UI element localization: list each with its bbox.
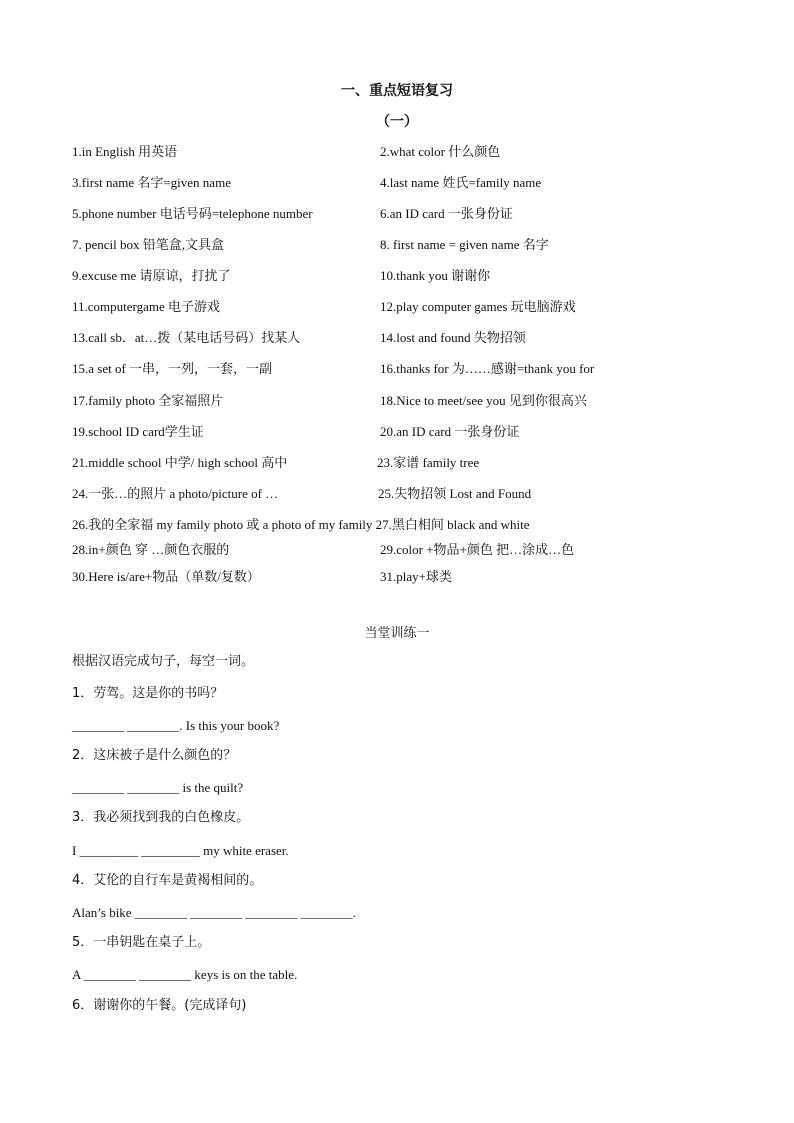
exercise-question: 2．这床被子是什么颜色的？ xyxy=(72,748,237,763)
phrase-item: 13.call sb．at…拨（某电话号码）找某人 xyxy=(72,330,301,345)
exercise-answer-line: ________ ________. Is this your book? xyxy=(72,718,280,733)
phrase-item: 10.thank you 谢谢你 xyxy=(380,268,491,283)
phrase-item: 9.excuse me 请原谅，打扰了 xyxy=(72,268,231,283)
exercise-question: 1．劳驾。这是你的书吗？ xyxy=(72,686,224,701)
phrase-item: 8. first name = given name 名字 xyxy=(380,237,549,252)
phrase-item: 7. pencil box 铅笔盒,文具盒 xyxy=(72,237,225,252)
exercise-question: 6．谢谢你的午餐。(完成译句) xyxy=(72,998,247,1013)
phrase-item: 1.in English 用英语 xyxy=(72,144,178,159)
exercise-answer-line: ________ ________ is the quilt? xyxy=(72,780,244,795)
phrase-item: 24.一张…的照片 a photo/picture of … xyxy=(72,486,279,501)
phrase-item: 2.what color 什么颜色 xyxy=(380,144,501,159)
phrase-item: 4.last name 姓氏=family name xyxy=(380,175,542,190)
exercise-title: 当堂训练一 xyxy=(364,626,430,641)
phrase-item: 30.Here is/are+物品（单数/复数） xyxy=(72,569,260,584)
phrase-item: 15.a set of 一串，一列，一套，一副 xyxy=(72,361,273,376)
phrase-item: 18.Nice to meet/see you 见到你很高兴 xyxy=(380,393,587,408)
exercise-question: 3．我必须找到我的白色橡皮。 xyxy=(72,810,250,825)
phrase-item: 11.computergame 电子游戏 xyxy=(72,299,221,314)
section-heading: 一、重点短语复习 xyxy=(341,83,453,99)
exercise-answer-line: I _________ _________ my white eraser. xyxy=(72,843,289,858)
phrase-item: 21.middle school 中学/ high school 高中 xyxy=(72,455,288,470)
phrase-item: 12.play computer games 玩电脑游戏 xyxy=(380,299,576,314)
exercise-answer-line: A ________ ________ keys is on the table. xyxy=(72,967,298,982)
phrase-item: 29.color +物品+颜色 把…涂成…色 xyxy=(380,542,575,557)
phrase-item: 5.phone number 电话号码=telephone number xyxy=(72,206,313,221)
phrase-item: 6.an ID card 一张身份证 xyxy=(380,206,513,221)
phrase-item: 26.我的全家福 my family photo 或 a photo of my family 27.黑白相间 black and white xyxy=(72,517,530,532)
exercise-answer-line: Alan’s bike ________ ________ ________ ________. xyxy=(72,905,356,920)
phrase-item: 3.first name 名字=given name xyxy=(72,175,231,190)
phrase-item: 19.school ID card学生证 xyxy=(72,424,204,439)
exercise-question: 4．艾伦的自行车是黄褐相间的。 xyxy=(72,873,263,888)
phrase-item: 31.play+球类 xyxy=(380,569,452,584)
phrase-item: 16.thanks for 为……感谢=thank you for xyxy=(380,361,595,376)
exercise-instruction: 根据汉语完成句子，每空一词。 xyxy=(72,654,255,669)
exercise-question: 5．一串钥匙在桌子上。 xyxy=(72,935,211,950)
phrase-item: 17.family photo 全家福照片 xyxy=(72,393,224,408)
phrase-item: 14.lost and found 失物招领 xyxy=(380,330,526,345)
phrase-item: 28.in+颜色 穿 …颜色衣服的 xyxy=(72,542,230,557)
phrase-item: 23.家谱 family tree xyxy=(377,455,480,470)
section-subheading: （一） xyxy=(376,114,418,130)
phrase-item: 25.失物招领 Lost and Found xyxy=(378,486,532,501)
phrase-item: 20.an ID card 一张身份证 xyxy=(380,424,520,439)
